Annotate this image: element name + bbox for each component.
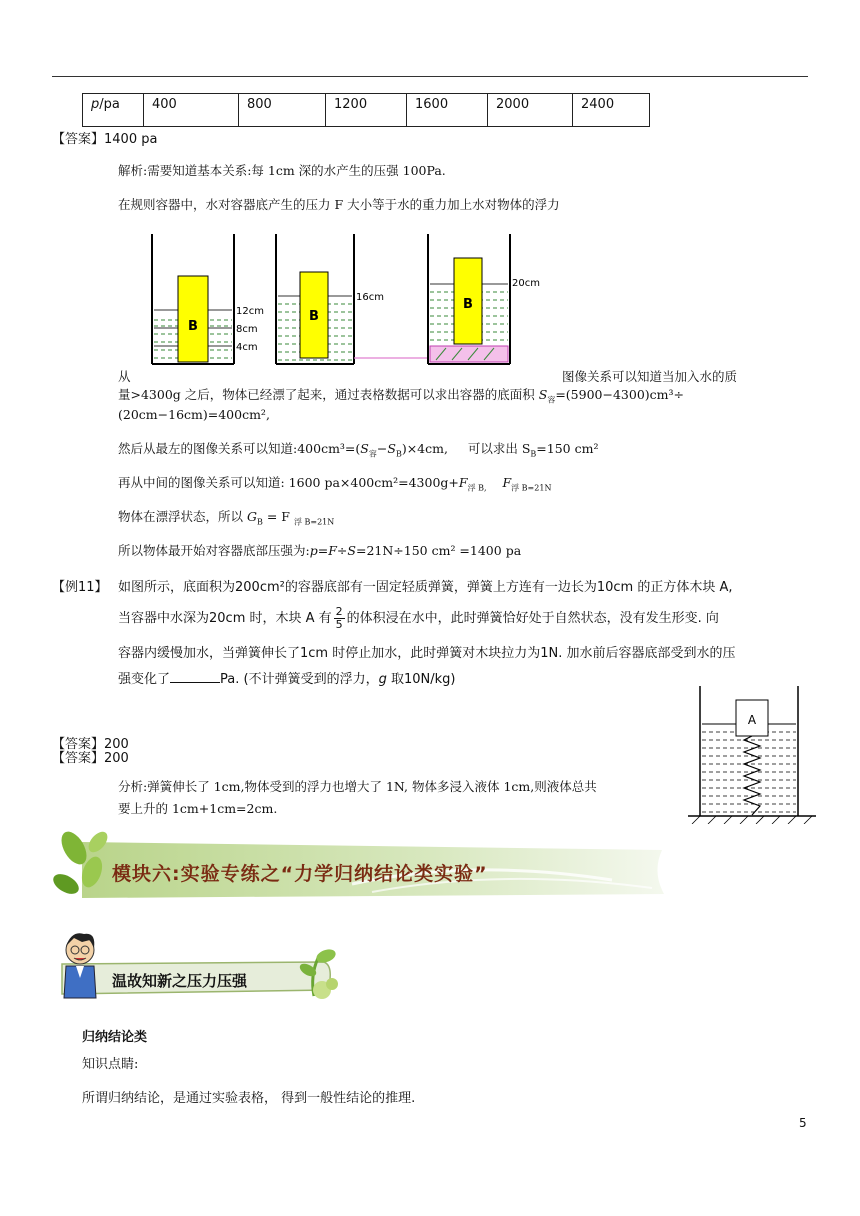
module-title: 模块六:实验专练之“力学归纳结论类实验” — [112, 863, 488, 885]
table-header-cell: p/pa — [83, 94, 144, 127]
analysis-line-5: 然后从最左的图像关系可以知道$:400cm^3=(S_容-S_B)\times 4cm$, 可以求出 $S_B=150$ cm² — [118, 441, 599, 459]
leaf-icon — [52, 870, 82, 898]
spring-container-figure — [688, 684, 818, 824]
answer-line-1: 【答案】1400 pa — [52, 132, 158, 147]
analysis-after-figure: 图像关系可以知道当加入水的质 — [562, 369, 738, 384]
analysis-line-8: 所以物体最开始对容器底部压强为:p=F÷S=21N÷150 cm² =1400 pa — [118, 543, 522, 558]
review-header-graphic — [52, 926, 342, 1006]
answer-blank — [170, 668, 220, 683]
example-11-tag: 【例11】 — [52, 580, 108, 595]
example-11-line-3: 容器内缓慢加水，当弹簧伸长了1cm 时停止加水，此时弹簧对木块拉力为1N. 加水前后容器底部受到水的压 — [118, 646, 736, 661]
conclusion-label: 知识点睛: — [82, 1057, 139, 1072]
container-figures — [140, 230, 540, 370]
mark-label: 16cm — [356, 292, 384, 303]
table-cell: 1600 — [407, 94, 488, 127]
analysis-line-4: (20cm−16cm)=400cm², — [118, 407, 270, 422]
table-cell: 2400 — [573, 94, 650, 127]
analysis-line-1: 解析:需要知道基本关系:每 1cm 深的水产生的压强 100Pa. — [118, 163, 446, 178]
example-11-line-1: 如图所示，底面积为200cm²的容器底部有一固定轻质弹簧，弹簧上方连有一边长为10cm 的正方体木块 A, — [118, 580, 733, 595]
mark-label: 12cm — [236, 306, 264, 317]
block-label: B — [188, 319, 198, 334]
page-number: 5 — [799, 1116, 807, 1130]
block-a-label: A — [747, 713, 757, 727]
example-11-line-2: 当容器中水深为20cm 时，木块 A 有 $\frac{2}{5}$ 的体积浸在水中，此时弹簧恰好处于自然状态，没有发生形变. 向 — [118, 605, 719, 631]
conclusion-heading: 归纳结论类 — [82, 1030, 148, 1045]
analysis-line-7: 物体在漂浮状态，所以 $G_B = F$ $_{浮 B=21N}$ — [118, 509, 335, 527]
analysis-line-3: 量>4300g 之后，物体已经漂了起来，通过表格数据可以求出容器的底面积 $S_容=(5900-4300)cm^3\div$ — [118, 387, 684, 405]
middle-container — [276, 234, 384, 364]
analysis-line-2: 在规则容器中，水对容器底产生的压力 F 大小等于水的重力加上水对物体的浮力 — [118, 197, 560, 212]
table-cell: 1200 — [326, 94, 407, 127]
header-rule — [52, 76, 808, 77]
right-container — [428, 234, 540, 364]
answer-line-3: 【答案】200 — [52, 751, 129, 766]
table-cell: 400 — [144, 94, 239, 127]
table-cell: 2000 — [488, 94, 573, 127]
review-title: 温故知新之压力压强 — [112, 972, 248, 990]
pressure-table — [82, 93, 650, 127]
left-container — [152, 234, 264, 364]
teacher-icon — [64, 933, 96, 998]
analysis2-line-2: 要上升的 1cm+1cm=2cm. — [118, 801, 278, 816]
mark-label: 20cm — [512, 278, 540, 289]
answer-line-2: 【答案】200 — [52, 737, 129, 752]
analysis-from: 从 — [118, 369, 131, 384]
block-label: B — [463, 297, 473, 312]
analysis2-line-1: 分析:弹簧伸长了 1cm,物体受到的浮力也增大了 1N, 物体多浸入液体 1cm,则液体总共 — [118, 779, 597, 794]
conclusion-text: 所谓归纳结论，是通过实验表格， 得到一般性结论的推理. — [82, 1091, 416, 1106]
block-label: B — [309, 309, 319, 324]
example-11-line-4: 强变化了 Pa. (不计弹簧受到的浮力，g 取10N/kg) — [118, 668, 455, 690]
analysis-line-6: 再从中间的图像关系可以知道: 1600 $pa\times 400cm^2=4300g+F_{浮 B,}$ $F_{浮 B=21N}$ — [118, 475, 552, 493]
table-cell: 800 — [239, 94, 326, 127]
fraction: $\frac{2}{5}$ — [335, 605, 343, 631]
mark-label: 8cm — [236, 324, 258, 335]
mark-label: 4cm — [236, 342, 258, 353]
